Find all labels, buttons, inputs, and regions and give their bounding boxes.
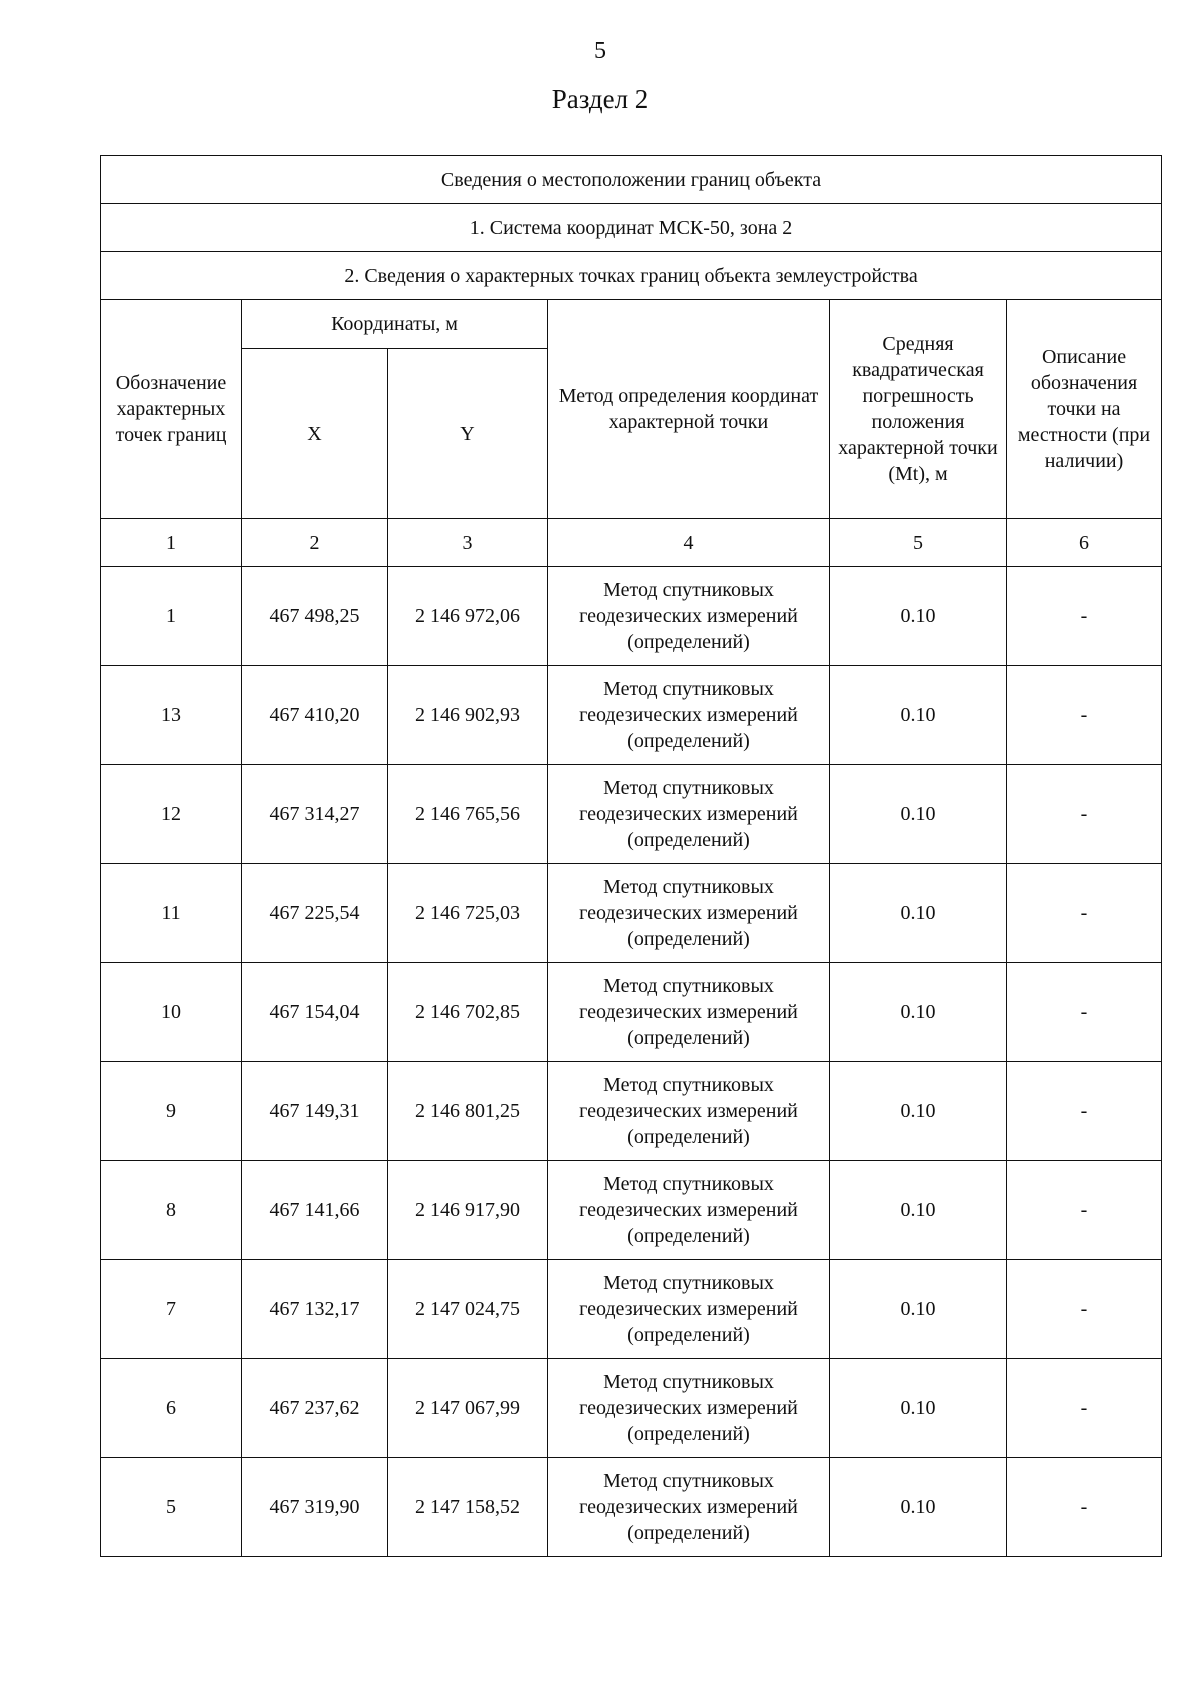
cell-point: 8 [101, 1161, 242, 1260]
cell-point: 7 [101, 1260, 242, 1359]
cell-y: 2 146 702,85 [388, 963, 548, 1062]
cell-error: 0.10 [830, 1062, 1007, 1161]
cell-x: 467 410,20 [242, 666, 388, 765]
cell-method: Метод спутниковых геодезических измерений (определений) [548, 666, 830, 765]
table-row [101, 963, 1162, 1062]
cell-description: - [1007, 1458, 1162, 1557]
column-number: 1 [101, 519, 242, 567]
cell-method: Метод спутниковых геодезических измерений (определений) [548, 1062, 830, 1161]
cell-x: 467 237,62 [242, 1359, 388, 1458]
cell-point: 5 [101, 1458, 242, 1557]
header-x: X [242, 349, 388, 519]
column-number: 2 [242, 519, 388, 567]
cell-y: 2 147 067,99 [388, 1359, 548, 1458]
cell-description: - [1007, 864, 1162, 963]
cell-description: - [1007, 1161, 1162, 1260]
cell-method: Метод спутниковых геодезических измерений (определений) [548, 864, 830, 963]
cell-error: 0.10 [830, 864, 1007, 963]
cell-y: 2 146 972,06 [388, 567, 548, 666]
table-row [101, 1458, 1162, 1557]
header-coordinates: Координаты, м [242, 300, 548, 349]
table-row [101, 765, 1162, 864]
cell-error: 0.10 [830, 765, 1007, 864]
coordinates-table [100, 155, 1162, 1557]
cell-point: 11 [101, 864, 242, 963]
page-number: 5 [594, 38, 606, 64]
table-row [101, 1359, 1162, 1458]
cell-point: 10 [101, 963, 242, 1062]
table-row [101, 666, 1162, 765]
cell-description: - [1007, 567, 1162, 666]
header-method: Метод определения координат характерной точки [548, 300, 830, 519]
cell-error: 0.10 [830, 567, 1007, 666]
table-caption-points: 2. Сведения о характерных точках границ объекта землеустройства [101, 252, 1162, 300]
table-caption-coordinate-system: 1. Система координат МСК-50, зона 2 [101, 204, 1162, 252]
cell-description: - [1007, 666, 1162, 765]
cell-x: 467 132,17 [242, 1260, 388, 1359]
cell-method: Метод спутниковых геодезических измерений (определений) [548, 765, 830, 864]
cell-point: 1 [101, 567, 242, 666]
cell-y: 2 147 024,75 [388, 1260, 548, 1359]
cell-y: 2 146 725,03 [388, 864, 548, 963]
cell-x: 467 141,66 [242, 1161, 388, 1260]
header-point: Обозначение характерных точек границ [101, 300, 242, 519]
cell-point: 6 [101, 1359, 242, 1458]
table-row [101, 567, 1162, 666]
cell-x: 467 154,04 [242, 963, 388, 1062]
cell-method: Метод спутниковых геодезических измерений (определений) [548, 1260, 830, 1359]
cell-method: Метод спутниковых геодезических измерений (определений) [548, 1458, 830, 1557]
cell-x: 467 149,31 [242, 1062, 388, 1161]
cell-method: Метод спутниковых геодезических измерений (определений) [548, 567, 830, 666]
table-row [101, 864, 1162, 963]
cell-error: 0.10 [830, 963, 1007, 1062]
table-row [101, 1062, 1162, 1161]
cell-x: 467 319,90 [242, 1458, 388, 1557]
section-title: Раздел 2 [551, 84, 649, 114]
cell-point: 13 [101, 666, 242, 765]
cell-description: - [1007, 963, 1162, 1062]
header-y: Y [388, 349, 548, 519]
table-caption-location: Сведения о местоположении границ объекта [101, 156, 1162, 204]
cell-error: 0.10 [830, 666, 1007, 765]
cell-error: 0.10 [830, 1260, 1007, 1359]
cell-description: - [1007, 1062, 1162, 1161]
cell-y: 2 147 158,52 [388, 1458, 548, 1557]
cell-error: 0.10 [830, 1359, 1007, 1458]
table-row [101, 1260, 1162, 1359]
cell-description: - [1007, 765, 1162, 864]
cell-error: 0.10 [830, 1161, 1007, 1260]
column-number: 6 [1007, 519, 1162, 567]
cell-description: - [1007, 1359, 1162, 1458]
cell-error: 0.10 [830, 1458, 1007, 1557]
cell-method: Метод спутниковых геодезических измерений (определений) [548, 1359, 830, 1458]
cell-method: Метод спутниковых геодезических измерений (определений) [548, 1161, 830, 1260]
header-error: Средняя квадратическая погрешность положения характерной точки (Mt), м [830, 300, 1007, 519]
cell-x: 467 498,25 [242, 567, 388, 666]
cell-point: 12 [101, 765, 242, 864]
column-number: 5 [830, 519, 1007, 567]
cell-y: 2 146 801,25 [388, 1062, 548, 1161]
cell-y: 2 146 902,93 [388, 666, 548, 765]
cell-y: 2 146 765,56 [388, 765, 548, 864]
cell-description: - [1007, 1260, 1162, 1359]
cell-x: 467 225,54 [242, 864, 388, 963]
cell-point: 9 [101, 1062, 242, 1161]
column-number: 4 [548, 519, 830, 567]
cell-y: 2 146 917,90 [388, 1161, 548, 1260]
column-number: 3 [388, 519, 548, 567]
table-row [101, 1161, 1162, 1260]
cell-x: 467 314,27 [242, 765, 388, 864]
cell-method: Метод спутниковых геодезических измерений (определений) [548, 963, 830, 1062]
header-description: Описание обозначения точки на местности (при наличии) [1007, 300, 1162, 519]
